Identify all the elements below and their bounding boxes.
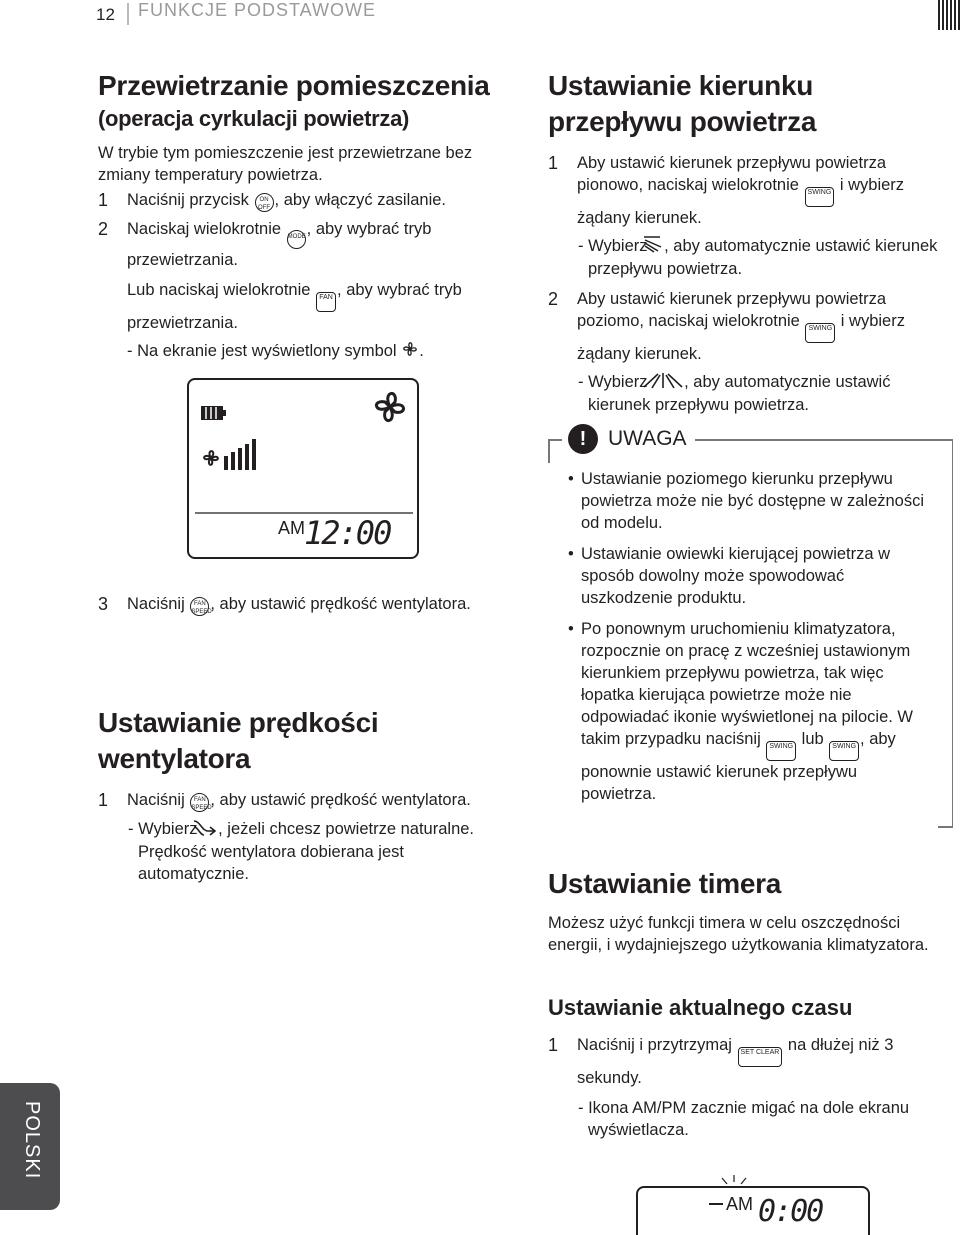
timer-title: Ustawianie timera [548,868,781,899]
step-text: , jeżeli chcesz powietrze naturalne. [218,820,475,838]
step-text: - Wybierz [578,373,648,391]
airflow-title: Ustawianie kierunku przepływu powietrza [548,70,817,137]
step-text: , aby wybrać tryb przewietrzania. [127,281,462,332]
airflow-step-1-note [548,235,953,280]
fan-speed-bars [224,439,256,470]
swing-button-icon: SWING [805,323,835,343]
timer-intro: Możesz użyć funkcji timera w celu oszczędności energii, i wydajniejszego użytkowania klimatyzatora. [548,914,929,954]
battery-icon [201,406,226,420]
onoff-button-icon: ON OFF [255,193,274,212]
section-title: FUNKCJE PODSTAWOWE [138,0,376,20]
ventilation-step-3 [98,593,518,616]
blink-dash [709,1203,723,1205]
note-header-rule [695,439,953,441]
note-left-edge [548,439,550,463]
clock-lcd-display [636,1186,870,1235]
timer-step-1 [548,1034,953,1089]
step-text: , aby automatycznie ustawić kierunek przepływu powietrza. [588,237,938,278]
current-time-subtitle: Ustawianie aktualnego czasu [548,995,853,1020]
step-text: - Na ekranie jest wyświetlony symbol [127,342,397,360]
step-text: , aby włączyć zasilanie. [274,191,447,209]
page-number: 12 [96,5,115,24]
step-text: , aby ustawić prędkość wentylatora. [210,595,471,613]
step-number: 1 [98,790,109,810]
fan-speed-icon [204,451,218,465]
step-number: 1 [548,153,559,173]
step-text: Naciskaj wielokrotnie [127,220,282,238]
ventilation-step-1 [98,189,518,212]
warning-icon: ! [568,424,598,454]
step-number: 2 [98,219,109,239]
step-text: Prędkość wentylatora dobierana jest automatycznie. [138,843,404,883]
language-tab-label: POLSKI [21,1101,43,1180]
ventilation-intro: W trybie tym pomieszczenie jest przewietrzane bez zmiany temperatury powietrza. [98,144,473,184]
vertical-swing-icon [652,235,664,258]
note-label: UWAGA [608,427,687,450]
natural-wind-icon [202,818,218,841]
timer-section [548,866,953,1141]
swing-button-icon: SWING [829,741,859,761]
print-mark [938,0,960,30]
note-bullet-2: • Ustawianie owiewki kierującej powietrza w sposób dowolny może spowodować uszkodzenie produktu. [548,543,933,609]
fan-button-icon: FAN [316,292,336,312]
step-text: - Wybierz [128,820,198,838]
step-text: Naciśnij [127,791,185,809]
fan-speed-title: Ustawianie prędkości wentylatora [98,707,379,774]
step-text: , aby ustawić prędkość wentylatora. [210,791,471,809]
ventilation-mode-icon [376,393,403,420]
swing-button-icon: SWING [805,187,835,207]
swing-button-icon: SWING [766,741,796,761]
note-bullet-3 [548,618,933,805]
set-clear-button-icon: SET CLEAR [738,1047,783,1067]
period: . [419,342,424,360]
step-text: Naciśnij [127,595,185,613]
step-text: na dłużej niż 3 sekundy. [577,1036,894,1087]
ventilation-title-text: Przewietrzanie pomieszczenia [98,70,490,101]
fan-speed-note [98,818,493,885]
step-text: , aby wybrać tryb przewietrzania. [127,220,432,269]
ventilation-section [98,68,518,363]
lcd-clock: 0:00 [758,1194,823,1229]
lcd-am-indicator: AM [278,518,305,538]
note-box [548,424,953,814]
step-number: 3 [98,594,109,614]
ventilation-step-2 [98,218,518,271]
timer-step-1-note: - Ikona AM/PM zacznie migać na dole ekranu wyświetlacza. [578,1099,910,1139]
step-text: Po ponownym uruchomieniu klimatyzatora, rozpocznie on pracę z wcześniej ustawionym kierunkiem przepływu powietrza, tak więc łopatka kierująca powietrze może nie odpowiadać ikonie wyświetlonej na pilocie. W takim przypadku naciśnij [581,620,914,748]
step-text: Naciśnij i przytrzymaj [577,1036,732,1054]
header-divider [127,3,129,25]
fan-symbol-icon [401,340,419,363]
note-content [548,454,953,805]
note-header-rule-left [548,439,562,441]
airflow-step-1 [548,152,953,229]
ventilation-subtitle: (operacja cyrkulacji powietrza) [98,106,410,131]
mode-button-icon: MODE [287,230,306,249]
language-tab [0,1083,60,1210]
fan-speed-button-icon: FAN SPEED [190,597,209,616]
step-number: 2 [548,289,559,309]
airflow-section [548,68,953,416]
lcd-clock: 12:00 [304,514,391,552]
note-right-edge [952,439,954,827]
horizontal-swing-icon [652,371,684,394]
step-text: - Wybierz [578,237,648,255]
remote-lcd-display [187,378,419,559]
fan-speed-section [98,705,508,885]
fan-speed-button-icon: FAN SPEED [190,793,209,812]
note-bullet-1: • Ustawianie poziomego kierunku przepływu powietrza może nie być dostępne w zależności od modelu. [548,468,933,534]
airflow-step-2-note [548,371,953,416]
airflow-step-2 [548,288,953,365]
step-text: i wybierz żądany kierunek. [577,312,905,363]
fan-speed-step-1 [98,789,508,812]
ventilation-step-2-alt [98,279,518,334]
ventilation-step-3-wrap [98,593,518,616]
note-bottom-corner [938,826,953,828]
step-text: , aby ponownie ustawić kierunek przepływu powietrza. [581,730,896,803]
step-text: Aby ustawić kierunek przepływu powietrza pionowo, naciskaj wielokrotnie [577,154,887,194]
step-text: Aby ustawić kierunek przepływu powietrza poziomo, naciskaj wielokrotnie [577,290,887,330]
step-text: Naciśnij przycisk [127,191,249,209]
step-text: lub [801,730,824,748]
step-text: Lub naciskaj wielokrotnie [127,281,311,299]
step-text: , aby automatycznie ustawić kierunek przepływu powietrza. [588,373,891,414]
step-number: 1 [548,1035,559,1055]
lcd-am-indicator: AM [726,1194,753,1214]
note-header [548,424,953,454]
ventilation-step-2-note [98,340,518,363]
step-text: i wybierz żądany kierunek. [577,176,905,227]
step-number: 1 [98,190,109,210]
ventilation-title [98,68,518,134]
